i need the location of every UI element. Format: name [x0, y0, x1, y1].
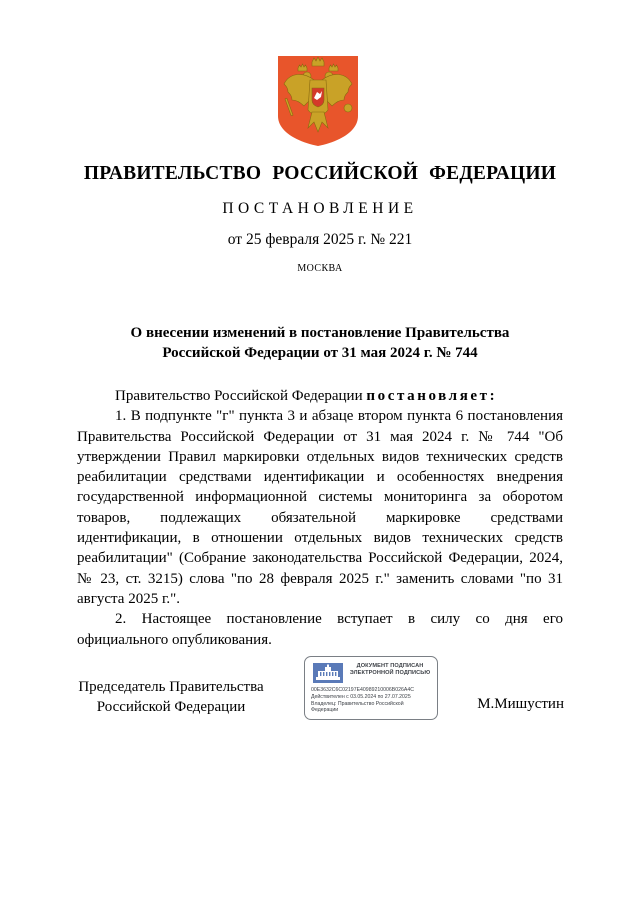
electronic-signature-stamp: [304, 656, 438, 720]
paragraph-1: 1. В подпункте "г" пункта 3 и абзаце втором пункта 6 постановления Правительства Российской Федерации от 31 мая 2024 г. № 744 "Об утверждении Правил маркировки отдельных видов технических средств реабилитации средствами идентификации и особенностях внедрения государственной информационной системы мониторинга за оборотом товаров, подлежащих обязательной маркировке средствами идентификации, в отношении отдельных видов технических средств реабилитации" (Собрание законодательства Российской Федерации, 2024, № 23, ст. 3215) слова "по 28 февраля 2025 г." заменить словами "по 31 августа 2025 г.".: [77, 408, 563, 607]
intro-verb: постановляет:: [366, 388, 498, 404]
paragraph-2: 2. Настоящее постановление вступает в силу со дня его официального опубликования.: [77, 611, 563, 648]
stamp-certificate: 00E3632C6C02197E40989210006B026A4C: [311, 687, 414, 693]
government-building-icon: [313, 663, 343, 683]
coat-of-arms-icon: [276, 54, 360, 148]
intro-paragraph: [77, 386, 563, 406]
signer-position: [66, 677, 276, 717]
subject-line-2: Российской Федерации от 31 мая 2024 г. № 744: [162, 345, 478, 361]
signer-position-line-2: Российской Федерации: [96, 699, 246, 715]
stamp-title-line-1: ДОКУМЕНТ ПОДПИСАН: [356, 663, 424, 669]
subject-line-1: О внесении изменений в постановление Правительства: [130, 325, 510, 341]
document-date-number: от 25 февраля 2025 г. № 221: [227, 231, 413, 248]
stamp-validity: Действителен с 03.05.2024 по 27.07.2025: [311, 694, 411, 700]
stamp-title-line-2: ЭЛЕКТРОННОЙ ПОДПИСЬЮ: [349, 670, 431, 676]
document-subject: [80, 323, 560, 363]
document-body: [77, 386, 563, 650]
government-title: ПРАВИТЕЛЬСТВО РОССИЙСКОЙ ФЕДЕРАЦИИ: [83, 163, 557, 184]
intro-text: Правительство Российской Федерации: [115, 388, 367, 404]
stamp-title: [345, 663, 435, 677]
signer-position-line-1: Председатель Правительства: [78, 679, 264, 695]
document-type: ПОСТАНОВЛЕНИЕ: [222, 200, 418, 217]
document-city: МОСКВА: [297, 263, 343, 274]
stamp-owner-line-2: Федерации: [311, 707, 339, 713]
signer-name: М.Мишустин: [477, 696, 564, 712]
stamp-owner-line-1: Владелец: Правительство Российской: [311, 701, 404, 707]
